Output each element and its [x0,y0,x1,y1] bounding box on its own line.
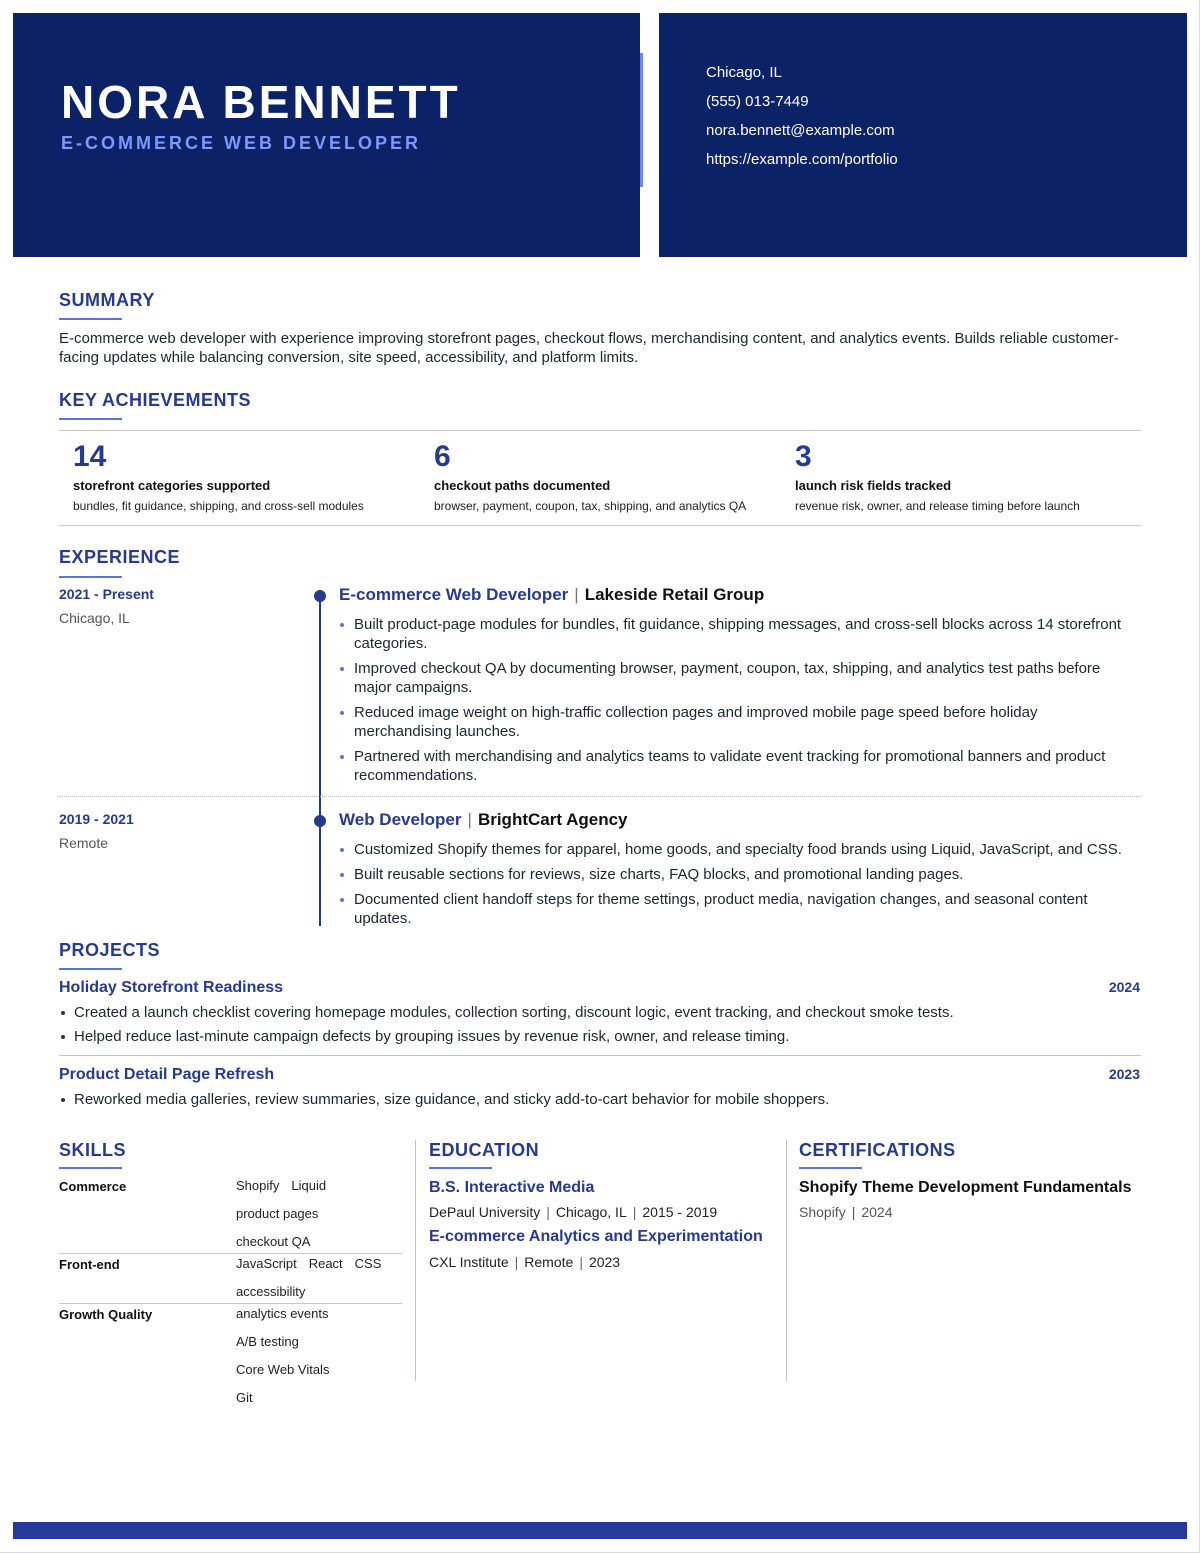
header-accent-bar [640,53,643,187]
column-divider [786,1140,787,1381]
education-title-rule [429,1167,492,1169]
certification-name: Shopify Theme Development Fundamentals [799,1179,1132,1196]
candidate-role: E-COMMERCE WEB DEVELOPER [61,133,422,153]
project-year: 2023 [1108,1066,1140,1082]
projects-title-rule [59,968,122,970]
education-years: 2015 - 2019 [642,1204,718,1220]
achievement-label: launch risk fields tracked [795,478,952,493]
timeline-dot [314,815,326,827]
achievements-title: KEY ACHIEVEMENTS [59,390,252,410]
project-separator [59,1055,1141,1056]
education-degree: E-commerce Analytics and Experimentation [429,1228,763,1245]
skill-item: CSS [354,1256,382,1271]
education-location: Chicago, IL [555,1204,627,1220]
skills-title-rule [59,1167,122,1169]
skill-item: JavaScript [236,1256,297,1271]
education-separator: | [632,1204,637,1220]
job-heading [339,585,764,605]
experience-title-rule [59,576,122,578]
achievement-number: 14 [73,440,107,473]
job-company: BrightCart Agency [477,810,628,829]
achievement-number: 6 [434,440,451,473]
education-location: Remote [524,1254,574,1270]
skill-item: accessibility [236,1284,306,1299]
job-location: Chicago, IL [59,610,130,626]
header-name-panel [13,13,640,257]
achievement-description: bundles, fit guidance, shipping, and cross-sell modules [73,499,364,513]
job-bullet: Improved checkout QA by documenting browser, payment, coupon, tax, shipping, and analytics test paths before major campaigns. [339,659,1139,697]
project-bullet-list [59,1090,1141,1114]
job-heading-separator: | [574,585,579,604]
achievement-item [795,440,1135,514]
skill-item-list [236,1250,406,1306]
skill-item: checkout QA [236,1234,311,1249]
education-degree: B.S. Interactive Media [429,1179,595,1196]
summary-title-rule [59,318,122,320]
experience-title: EXPERIENCE [59,547,181,567]
certification-meta [799,1204,893,1220]
certifications-title-rule [799,1167,862,1169]
achievement-description: browser, payment, coupon, tax, shipping, and analytics QA [434,499,747,513]
job-title: E-commerce Web Developer [339,585,569,604]
experience-timeline [319,590,321,926]
job-bullet: Built reusable sections for reviews, size charts, FAQ blocks, and promotional landing pages. [339,865,1139,884]
skill-item: A/B testing [236,1334,299,1349]
job-heading-separator: | [467,810,472,829]
skill-item: Liquid [291,1178,327,1193]
candidate-name: NORA BENNETT [61,76,461,128]
projects-title: PROJECTS [59,940,161,960]
contact-email[interactable]: nora.bennett@example.com [706,122,895,139]
skill-item: Core Web Vitals [236,1362,330,1377]
contact-portfolio-link[interactable]: https://example.com/portfolio [706,151,898,168]
education-title: EDUCATION [429,1140,540,1160]
achievement-label: storefront categories supported [73,478,271,493]
summary-text: E-commerce web developer with experience improving storefront pages, checkout flows, merchandising content, and analytics events. Builds reliable customer-facing updates while balancing conversion, site speed, accessibility, and platform limits. [59,330,1119,366]
education-meta [429,1254,620,1270]
project-bullet-list [59,1003,1141,1051]
job-bullet: Built product-page modules for bundles, fit guidance, shipping messages, and cross-sell blocks across 14 storefront categories. [339,615,1139,653]
job-bullet-list [339,615,1139,791]
project-bullet: Created a launch checklist covering homepage modules, collection sorting, discount logic, event tracking, and checkout smoke tests. [59,1003,1141,1022]
achievement-item [73,440,413,514]
job-separator [59,796,1141,797]
skill-item: product pages [236,1206,319,1221]
contact-phone[interactable]: (555) 013-7449 [706,93,809,110]
certification-issuer: Shopify [799,1204,846,1220]
skill-category: Commerce [59,1179,127,1194]
job-location: Remote [59,835,109,851]
skill-category: Front-end [59,1257,120,1272]
column-divider [415,1140,416,1381]
education-school: DePaul University [429,1204,541,1220]
education-separator: | [546,1204,550,1220]
project-bullet: Reworked media galleries, review summaries, size guidance, and sticky add-to-cart behavior for mobile shoppers. [59,1090,1141,1109]
project-year: 2024 [1108,979,1140,995]
achievements-top-rule [59,430,1141,431]
skill-item: Shopify [236,1178,280,1193]
education-years: 2023 [588,1254,621,1270]
education-meta [429,1204,717,1220]
skill-category: Growth Quality [59,1307,153,1322]
education-school: CXL Institute [429,1254,509,1270]
job-heading [339,810,628,830]
skill-item: analytics events [236,1306,329,1321]
summary-title: SUMMARY [59,290,155,310]
project-name: Product Detail Page Refresh [59,1066,275,1083]
project-name: Holiday Storefront Readiness [59,979,284,996]
job-title: Web Developer [339,810,462,829]
job-dates: 2021 - Present [59,586,154,602]
footer-bar [13,1522,1187,1539]
education-separator: | [514,1254,519,1270]
contact-list [706,63,898,179]
job-company: Lakeside Retail Group [584,585,765,604]
achievement-label: checkout paths documented [434,478,611,493]
job-bullet: Documented client handoff steps for theme settings, product media, navigation changes, and seasonal content updates. [339,890,1139,928]
contact-location: Chicago, IL [706,64,782,81]
project-bullet: Helped reduce last-minute campaign defects by grouping issues by revenue risk, owner, and release timing. [59,1027,1141,1046]
job-bullet: Customized Shopify themes for apparel, home goods, and specialty food brands using Liquid, JavaScript, and CSS. [339,840,1139,859]
achievement-description: revenue risk, owner, and release timing before launch [795,499,1080,513]
certifications-title: CERTIFICATIONS [799,1140,956,1160]
job-bullet-list [339,840,1139,934]
job-bullet: Reduced image weight on high-traffic collection pages and improved mobile page speed before holiday merchandising launches. [339,703,1139,741]
job-bullet: Partnered with merchandising and analytics teams to validate event tracking for promotional banners and product recommendations. [339,747,1139,785]
certification-year: 2024 [861,1204,893,1220]
timeline-dot [314,590,326,602]
education-separator: | [579,1254,583,1270]
skill-item-list [236,1300,406,1412]
skill-item: React [308,1256,343,1271]
skill-item-list [236,1172,406,1256]
certification-separator: | [851,1204,856,1220]
achievement-item [434,440,774,514]
achievements-bottom-rule [59,525,1141,526]
job-dates: 2019 - 2021 [59,811,134,827]
skill-item: Git [236,1390,253,1405]
header-contact-panel [659,13,1187,257]
achievement-number: 3 [795,440,812,473]
achievements-title-rule [59,418,122,420]
skills-title: SKILLS [59,1140,127,1160]
